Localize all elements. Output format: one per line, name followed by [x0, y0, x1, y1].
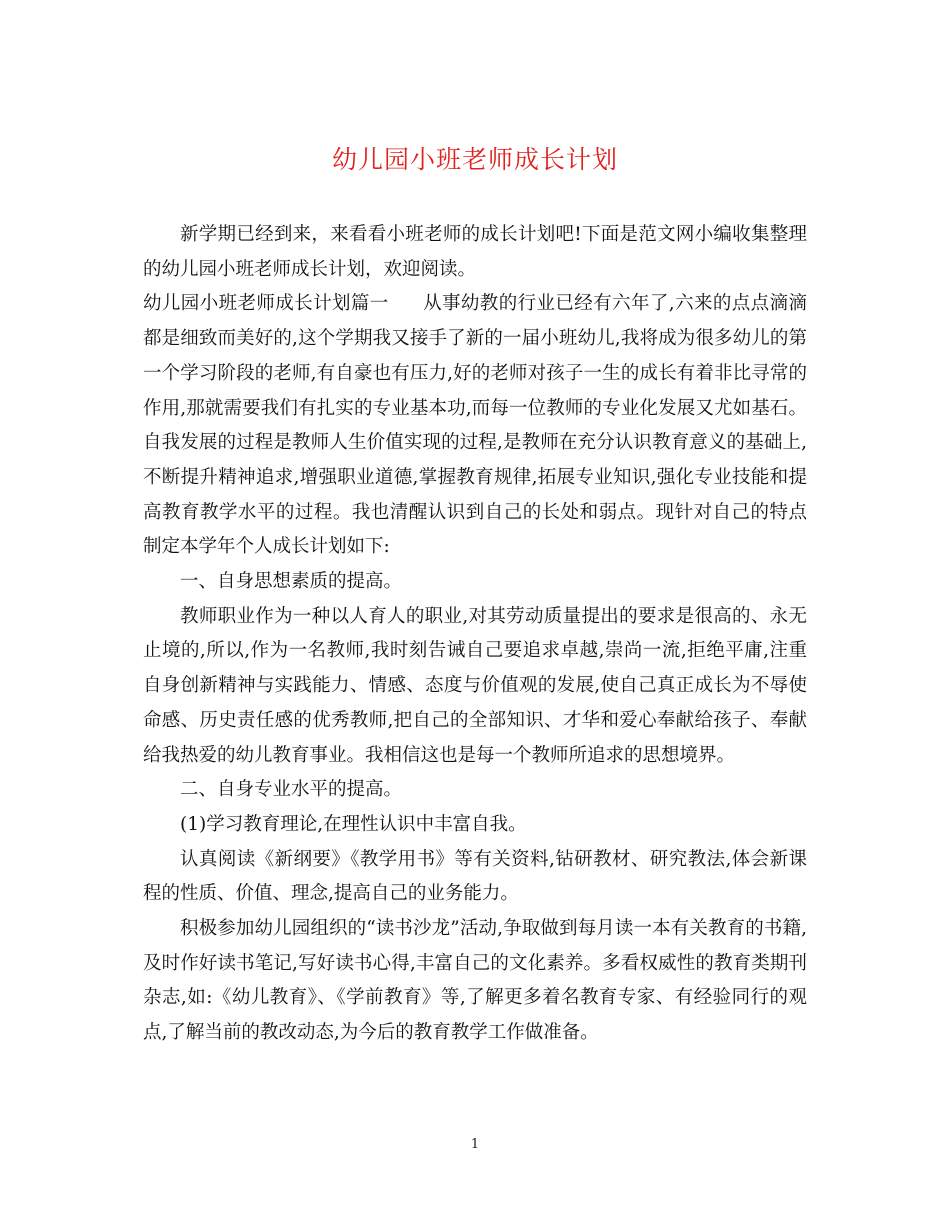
intro-paragraph: 新学期已经到来，来看看小班老师的成长计划吧!下面是范文网小编收集整理的幼儿园小班老师成长计划，欢迎阅读。 [143, 224, 807, 280]
paragraph-reading-materials: 认真阅读《新纲要》《教学用书》等有关资料,钻研教材、研究教法,体会新课程的性质、价值、理念,提高自己的业务能力。 [143, 848, 807, 905]
paragraph-reading-salon: 积极参加幼儿园组织的“读书沙龙”活动,争取做到每月读一本有关教育的书籍,及时作好读书笔记,写好读书心得,丰富自己的文化素养。多看权威性的教育类期刊杂志,如:《幼儿教育》、《学前教育》等,了解更多着名教育专家、有经验同行的观点,了解当前的教改动态,为今后的教育教学工作做准备。 [143, 918, 807, 1044]
document-body [143, 218, 807, 1051]
heading-professional-level: 二、自身专业水平的提高。 [180, 779, 403, 801]
section-body: 从事幼教的行业已经有六年了,六来的点点滴滴都是细致而美好的,这个学期我又接手了新的一届小班幼儿,我将成为很多幼儿的第一个学习阶段的老师,有自豪也有压力,好的老师对孩子一生的成长有着非比寻常的作用,那就需要我们有扎实的专业基本功,而每一位教师的专业化发展又尤如基石。自我发展的过程是教师人生价值实现的过程,是教师在充分认识教育意义的基础上,不断提升精神追求,增强职业道德,掌握教育规律,拓展专业知识,强化专业技能和提高教育教学水平的过程。我也清醒认识到自己的长处和弱点。现针对自己的特点制定本学年个人成长计划如下: [143, 293, 807, 558]
paragraph-thought-quality: 教师职业作为一种以人育人的职业,对其劳动质量提出的要求是很高的、永无止境的,所以,作为一名教师,我时刻告诫自己要追求卓越,崇尚一流,拒绝平庸,注重自身创新精神与实践能力、情感、态度与价值观的发展,使自己真正成长为不辱使命感、历史责任感的优秀教师,把自己的全部知识、才华和爱心奉献给孩子、奉献给我热爱的幼儿教育事业。我相信这也是每一个教师所追求的思想境界。 [143, 605, 807, 766]
document-title: 幼儿园小班老师成长计划 [331, 145, 618, 174]
subheading-theory-study: (1)学习教育理论,在理性认识中丰富自我。 [180, 813, 527, 835]
section-one-paragraph [143, 287, 807, 565]
page-number: 1 [470, 1137, 480, 1152]
heading-thought-quality: 一、自身思想素质的提高。 [180, 571, 403, 593]
section-label: 幼儿园小班老师成长计划篇一 [143, 293, 389, 315]
